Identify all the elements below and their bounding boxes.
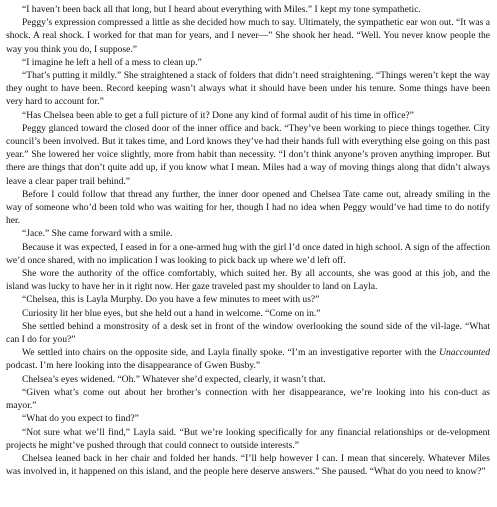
paragraph (6, 320, 490, 346)
paragraph (6, 56, 490, 69)
paragraph (6, 241, 490, 267)
paragraph-text: She wore the authority of the office comfortably, which suited her. By all accounts, she was good at this job, and the island was lucky to have her in it right now. Her gaze traveled past my shoulder to land on Layla. (6, 268, 490, 293)
paragraph-text: We settled into chairs on the opposite side, and Layla finally spoke. “I’m an investigative reporter with the (22, 347, 440, 359)
paragraph-text: “Given what’s come out about her brother’s connection with her disappearance, we’re looking into his con-duct as mayor.” (6, 386, 490, 412)
paragraph (6, 188, 490, 228)
paragraph-text: “Not sure what we’ll find,” Layla said. “But we’re looking specifically for any financial relationships or de-velopment projects he might’ve pushed through that could connect to outside interests.” (6, 426, 490, 451)
paragraph-text: Chelsea leaned back in her chair and folded her hands. “I’ll help however I can. I mean that sincerely. Whatever Miles was involved in, it happened on this island, and the people here deserve answers.” She paused. “What do you need to know?” (6, 452, 490, 478)
paragraph (6, 426, 490, 452)
paragraph (6, 386, 490, 412)
paragraph-text: “Chelsea, this is Layla Murphy. Do you have a few minutes to meet with us?” (22, 294, 320, 306)
paragraph-text: She settled behind a monstrosity of a desk set in front of the window overlooking the sound side of the vil-lage. “What can I do for you?” (6, 320, 490, 346)
paragraph (6, 227, 490, 240)
paragraph-text: “What do you expect to find?” (22, 413, 139, 425)
paragraph-text: Chelsea’s eyes widened. “Oh.” Whatever she’d expected, clearly, it wasn’t that. (22, 373, 326, 385)
paragraph-text: “Has Chelsea been able to get a full picture of it? Done any kind of formal audit of his time in office?” (22, 109, 414, 121)
paragraph-text: “I imagine he left a hell of a mess to clean up.” (22, 56, 202, 68)
paragraph-text: Peggy glanced toward the closed door of the inner office and back. “They’ve been working to piece things together. City council’s been involved. But it takes time, and Lord knows they’ve had their hands full with everything else going on this past year.” She lowered her voice slightly, more from habit than necessity. “I don’t think anyone’s proven anything improper. But there are things that don’t quite add up, if you know what I mean. Miles had a way of moving things along that didn’t always leave a clear paper trail behind.” (6, 122, 490, 187)
paragraph (6, 122, 490, 188)
paragraph-text: podcast. I’m here looking into the disappearance of Gwen Busby.” (6, 360, 261, 372)
paragraph-text: “I haven’t been back all that long, but I heard about everything with Miles.” I kept my tone sympathetic. (22, 4, 421, 15)
paragraph (6, 16, 490, 56)
paragraph-text: Peggy’s expression compressed a little as she decided how much to say. Ultimately, the sympathetic ear won out. “It was a shock. A real shock. I worked for that man for years, and I never—” She shook her head. “Well. You never know people the way you think you do, I suppose.” (6, 17, 490, 55)
paragraph (6, 346, 490, 372)
paragraph-text: Before I could follow that thread any further, the inner door opened and Chelsea Tate came out, already smiling in the way of someone who’d been told who was waiting for her, though I had no idea when Peggy would’ve had time to do notify her. (6, 188, 490, 227)
paragraph-text: Because it was expected, I eased in for a one-armed hug with the girl I’d once dated in high school. A sign of the affection we’d once shared, with no implication I was looking to pick back up where we’d left off. (6, 241, 490, 266)
paragraph-text: “That’s putting it mildly.” She straightened a stack of folders that didn’t need straightening. “Things weren’t kept the way they ought to have been. Record keeping wasn’t always what it should have been under his tenure. Some things have been very hard to account for.” (6, 70, 490, 108)
paragraph (6, 109, 490, 122)
paragraph-text: Curiosity lit her blue eyes, but she held out a hand in welcome. “Come on in.” (22, 307, 321, 319)
paragraph (6, 3, 490, 16)
paragraph (6, 293, 490, 306)
italic-title: Unaccounted (439, 347, 490, 359)
paragraph (6, 307, 490, 320)
paragraph (6, 69, 490, 109)
paragraph (6, 373, 490, 386)
paragraph (6, 452, 490, 478)
paragraph (6, 267, 490, 293)
paragraph (6, 412, 490, 425)
paragraph-text: “Jace.” She came forward with a smile. (22, 228, 173, 240)
